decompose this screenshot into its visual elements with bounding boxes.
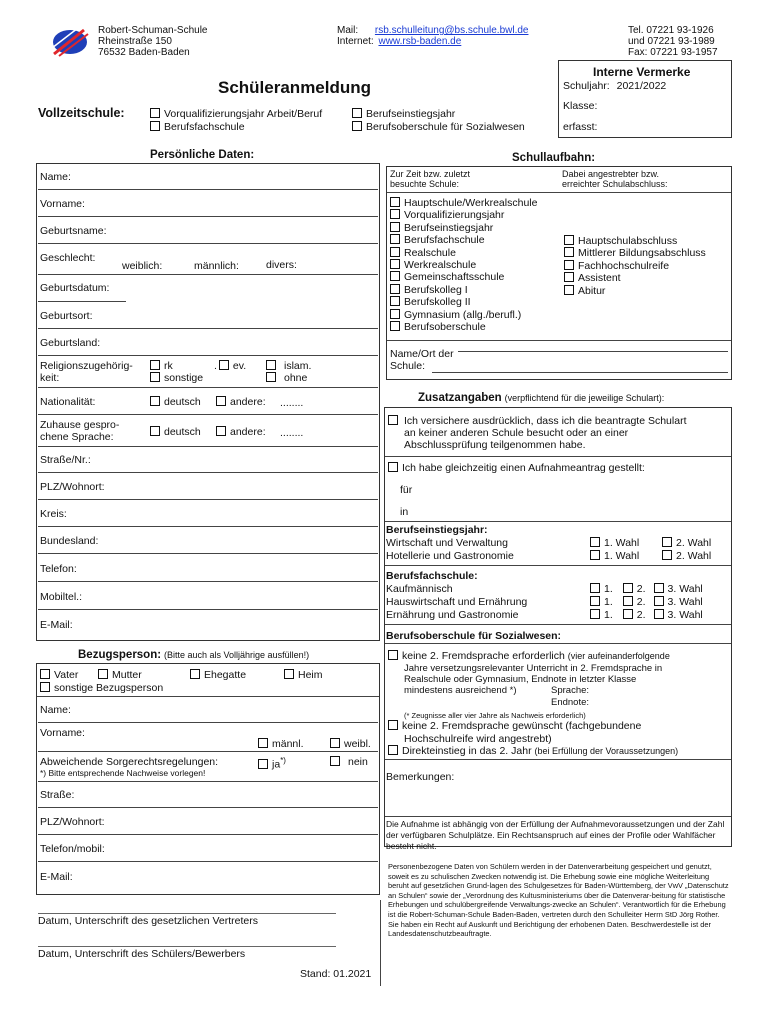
fs-none-detail-2: Realschule oder Gymnasium, Endnote in letzter Klasse xyxy=(404,674,637,685)
name-label: Name: xyxy=(40,171,71,183)
email-label: E-Mail: xyxy=(40,619,73,631)
direkt-hint: (bei Erfüllung der Voraussetzungen) xyxy=(534,746,679,756)
school-name: Robert-Schuman-Schule xyxy=(98,25,208,36)
versicherung-line-3: Abschlussprüfung teilgenommen habe. xyxy=(404,439,586,451)
spr-deutsch-checkbox[interactable] xyxy=(150,426,160,436)
school-option[interactable] xyxy=(390,234,537,246)
bfs-w3-checkbox[interactable] xyxy=(654,596,664,606)
bej-section-title: Berufseinstiegsjahr: xyxy=(386,524,488,536)
abschluss-checkbox[interactable] xyxy=(564,260,574,270)
sprache-label-1: Zuhause gespro- xyxy=(40,419,120,431)
bezug-strasse-label: Straße: xyxy=(40,789,75,801)
ohne-label: ohne xyxy=(284,372,308,384)
abschluss-label: Mittlerer Bildungsabschluss xyxy=(578,247,706,260)
bfs-label: Berufsfachschule xyxy=(164,121,245,133)
abschluss-label: Hauptschulabschluss xyxy=(578,235,678,247)
bej-option-1: Wirtschaft und Verwaltung xyxy=(386,537,508,549)
abschluss-checkbox[interactable] xyxy=(564,235,574,245)
school-checkbox[interactable] xyxy=(390,309,400,319)
divers-label: divers: xyxy=(266,259,297,271)
abschluss-option[interactable] xyxy=(564,260,706,272)
signature-vertreter-label: Datum, Unterschrift des gesetzlichen Vertreters xyxy=(38,915,259,927)
wahl-label: 2. Wahl xyxy=(676,537,712,549)
school-label: Gymnasium (allg./berufl.) xyxy=(404,308,522,321)
geburtsort-label: Geburtsort: xyxy=(40,310,93,322)
bezug-name-field[interactable] xyxy=(38,697,378,723)
internal-notes-box xyxy=(558,60,732,138)
bej2-w1-checkbox[interactable] xyxy=(590,550,600,560)
wahl-label: 3. Wahl xyxy=(667,596,703,608)
bezug-vorname-field[interactable] xyxy=(38,723,378,752)
strasse-label: Straße/Nr.: xyxy=(40,454,91,466)
school-label: Berufsoberschule xyxy=(404,321,486,334)
sprache-label: Sprache: xyxy=(551,685,590,696)
school-checkbox[interactable] xyxy=(390,271,400,281)
bezug-weibl-checkbox[interactable] xyxy=(330,738,340,748)
bfs-option-3: Ernährung und Gastronomie xyxy=(386,609,519,621)
nat-deutsch-label: deutsch xyxy=(164,396,201,408)
bezug-plz-label: PLZ/Wohnort: xyxy=(40,816,105,828)
vorname-label: Vorname: xyxy=(40,198,85,210)
fs-none-hint: (vier aufeinanderfolgende xyxy=(567,651,670,661)
school-option[interactable] xyxy=(390,296,537,308)
maennlich-label: männlich: xyxy=(194,260,239,272)
plz-label: PLZ/Wohnort: xyxy=(40,481,105,493)
rk-checkbox[interactable] xyxy=(150,360,160,370)
geburtsort-field[interactable] xyxy=(38,303,378,329)
school-label: Berufseinstiegsjahr xyxy=(404,221,494,234)
geschlecht-field xyxy=(38,245,378,275)
nameort-line xyxy=(458,351,728,352)
direkt-label: Direkteinstieg in das 2. Jahr xyxy=(402,745,532,757)
versicherung-checkbox[interactable] xyxy=(388,415,398,425)
bos-section-title: Berufsoberschule für Sozialwesen: xyxy=(386,630,562,642)
sorge-label: Abweichende Sorgerechtsregelungen: xyxy=(40,756,219,768)
weiblich-label: weiblich: xyxy=(122,260,163,272)
bej-label: Berufseinstiegsjahr xyxy=(366,108,456,120)
wahl-num: 1. xyxy=(604,609,613,621)
school-label: Vorqualifizierungsjahr xyxy=(404,209,505,222)
bos-label: Berufsoberschule für Sozialwesen xyxy=(366,121,525,133)
bej2-w2-checkbox[interactable] xyxy=(662,550,672,560)
wahl-label: 2. Wahl xyxy=(676,550,712,562)
sonstige-rel-checkbox[interactable] xyxy=(150,372,160,382)
versicherung-line-2: an keiner anderen Schule besucht oder an einer xyxy=(404,427,629,439)
bezug-email-field[interactable] xyxy=(38,864,378,890)
bfs-checkbox[interactable] xyxy=(150,121,160,131)
vater-label: Vater xyxy=(54,669,79,681)
website-link[interactable]: www.rsb-baden.de xyxy=(378,36,462,47)
religion-field: Religionszugehörig- keit: rk sonstige . ev. islam. ohne xyxy=(38,356,378,388)
bezug-telefon-label: Telefon/mobil: xyxy=(40,843,105,855)
fs-unwanted-label: keine 2. Fremdsprache gewünscht (fachgebundene xyxy=(402,720,642,732)
wahl-num: 2. xyxy=(636,609,646,621)
bezug-vorname-label: Vorname: xyxy=(40,727,85,739)
ev-label: ev. xyxy=(232,360,247,372)
ohne-checkbox[interactable] xyxy=(266,372,276,382)
personal-title: Persönliche Daten: xyxy=(150,149,255,161)
direkt-checkbox[interactable] xyxy=(388,745,398,755)
telefon-label: Telefon: xyxy=(40,563,77,575)
sorge-note: *) Bitte entsprechende Nachweise vorlegen! xyxy=(40,768,206,778)
nat-andere-dots: ........ xyxy=(280,397,304,409)
abschluss-label: Fachhochschulreife xyxy=(578,259,670,272)
wahl-label: 3. Wahl xyxy=(667,609,703,621)
bemerkungen-area[interactable] xyxy=(385,786,731,814)
geburtsdatum-field[interactable] xyxy=(38,275,378,301)
bfs-w2-checkbox[interactable] xyxy=(623,583,633,593)
fs-none-checkbox[interactable] xyxy=(388,650,398,660)
school-label: Berufskolleg II xyxy=(404,296,471,309)
fs-unwanted-detail: Hochschulreife wird angestrebt) xyxy=(404,733,552,745)
bemerkungen-label: Bemerkungen: xyxy=(386,771,455,783)
bezug-strasse-field[interactable] xyxy=(38,782,378,808)
school-checkbox[interactable] xyxy=(390,234,400,244)
spr-andere-label: andere: xyxy=(230,426,266,438)
stand-label: Stand: 01.2021 xyxy=(300,968,372,980)
signature-schueler-label: Datum, Unterschrift des Schülers/Bewerbers xyxy=(38,948,246,960)
fulltime-label: Vollzeitschule: xyxy=(38,106,125,120)
endnote-label: Endnote: xyxy=(551,697,590,708)
school-checkbox[interactable] xyxy=(390,222,400,232)
aufnahme-text: Die Aufnahme ist abhängig von der Erfüllung der Aufnahmevoraussetzungen und der Zahl der verfügbaren Schulplätze. Ein Rechtsanspruch auf eines der Profile oder Wahlfächer besteht nicht. xyxy=(386,819,725,851)
gleichzeitig-checkbox[interactable] xyxy=(388,462,398,472)
bej1-w2-checkbox[interactable] xyxy=(662,537,672,547)
plz-field[interactable] xyxy=(38,474,378,500)
bfs-w3-checkbox[interactable] xyxy=(654,609,664,619)
school-checkbox[interactable] xyxy=(390,321,400,331)
abschluss-checkbox[interactable] xyxy=(564,285,574,295)
abschluss-checkbox[interactable] xyxy=(564,247,574,257)
abschluss-option[interactable] xyxy=(564,285,706,297)
tel-2: und 07221 93-1989 xyxy=(628,36,715,47)
school-label: Berufskolleg I xyxy=(404,283,468,296)
mail-link[interactable]: rsb.schulleitung@bs.schule.bwl.de xyxy=(374,25,529,36)
mutter-label: Mutter xyxy=(112,669,142,681)
nationalitaet-field xyxy=(38,389,378,415)
school-label: Hauptschule/Werkrealschule xyxy=(404,197,538,209)
page-title: Schüleranmeldung xyxy=(218,78,372,97)
fs-none-detail-1: Jahre versetzungsrelevanter Unterricht in 2. Fremdsprache in xyxy=(404,663,663,674)
bezug-telefon-field[interactable] xyxy=(38,836,378,862)
bezug-maennl-checkbox[interactable] xyxy=(258,738,268,748)
bundesland-field[interactable] xyxy=(38,528,378,554)
school-logo xyxy=(50,26,90,58)
laufbahn-title: Schullaufbahn: xyxy=(512,152,596,164)
school-checkbox[interactable] xyxy=(390,209,400,219)
bezug-email-label: E-Mail: xyxy=(40,871,73,883)
sprache-label-2: chene Sprache: xyxy=(40,431,114,443)
spr-deutsch-label: deutsch xyxy=(164,426,201,438)
bfs-w1-checkbox[interactable] xyxy=(590,596,600,606)
klasse-label: Klasse: xyxy=(563,100,598,112)
abschluss-label: Assistent xyxy=(578,272,621,285)
laufbahn-col2-1: Dabei angestrebter bzw. xyxy=(562,169,660,179)
school-checkbox[interactable] xyxy=(390,247,400,257)
vqj-label: Vorqualifizierungsjahr Arbeit/Beruf xyxy=(164,108,323,120)
school-checkbox[interactable] xyxy=(390,259,400,269)
kreis-field[interactable] xyxy=(38,501,378,527)
strasse-field[interactable] xyxy=(38,447,378,473)
sorge-field xyxy=(38,752,378,782)
wahl-num: 1. xyxy=(604,583,613,595)
abschluss-label: Abitur xyxy=(578,284,606,297)
school-city: 76532 Baden-Baden xyxy=(98,47,190,58)
school-option[interactable] xyxy=(390,222,537,234)
sorge-ja-label: ja xyxy=(272,758,281,771)
school-option[interactable] xyxy=(390,284,537,296)
ev-checkbox[interactable] xyxy=(219,360,229,370)
nat-deutsch-checkbox[interactable] xyxy=(150,396,160,406)
gleichzeitig-label: Ich habe gleichzeitig einen Aufnahmeantrag gestellt: xyxy=(402,462,645,474)
tel-1: Tel. 07221 93-1926 xyxy=(628,25,714,36)
wahl-num: 2. xyxy=(636,583,646,595)
bezug-plz-field[interactable] xyxy=(38,809,378,835)
erfasst-label: erfasst: xyxy=(563,121,598,133)
spr-andere-dots: ........ xyxy=(280,427,304,439)
abschluss-option[interactable] xyxy=(564,235,706,247)
bezug-name-label: Name: xyxy=(40,704,71,716)
school-option[interactable] xyxy=(390,197,537,209)
nat-andere-checkbox[interactable] xyxy=(216,396,226,406)
sorge-ja-checkbox[interactable] xyxy=(258,759,268,769)
vqj-checkbox[interactable] xyxy=(150,108,160,118)
bezug-weibl-label: weibl. xyxy=(344,738,371,750)
fuer-label: für xyxy=(400,484,413,496)
school-label: Realschule xyxy=(404,246,456,259)
geschlecht-label: Geschlecht: xyxy=(40,252,96,264)
wahl-label: 3. Wahl xyxy=(667,583,703,595)
mutter-checkbox[interactable] xyxy=(98,669,108,679)
geburtsname-field[interactable] xyxy=(38,218,378,244)
bos-checkbox[interactable] xyxy=(352,121,362,131)
fs-none-label: keine 2. Fremdsprache erforderlich xyxy=(402,650,565,662)
fax: Fax: 07221 93-1957 xyxy=(628,47,718,58)
ehegatte-label: Ehegatte xyxy=(204,669,247,681)
bfs-w1-checkbox[interactable] xyxy=(590,583,600,593)
kreis-label: Kreis: xyxy=(40,508,67,520)
bfs-section-title: Berufsfachschule: xyxy=(386,570,478,582)
school-label: Berufsfachschule xyxy=(404,234,485,247)
school-option[interactable] xyxy=(390,247,537,259)
islam-label: islam. xyxy=(284,360,312,372)
rk-label: rk xyxy=(164,360,173,372)
sonstige-rel-label: sonstige xyxy=(164,372,204,384)
nat-andere-label: andere: xyxy=(230,396,266,408)
laufbahn-col1-2: besuchte Schule: xyxy=(390,179,460,189)
zeugnis-note: (* Zeugnisse aller vier Jahre als Nachweis erforderlich) xyxy=(404,711,586,720)
religion-label-2: keit: xyxy=(40,372,60,384)
datenschutz-text: Personenbezogene Daten von Schülern werden in der Datenverarbeitung gespeichert und genutzt, soweit es zu schulischen Zwecken notwendig ist. Die Erhebung sowie eine mögliche Weiterleitung beruht auf gesetzlichen Grund-lagen des Schulgesetzes für Baden-Württemberg, der VwV „Datenschutz an Schulen“ sowie der „Verordnung des Kultusministeriums über die Datenverar-beitung für statistische Erhebungen und schulübergreifende Verwaltungs-zwecke an Schulen“. Verantwortlich für die Erhebung ist die Robert-Schuman-Schule Baden-Baden, vertreten durch den Schulleiter Herrn StD Jörg Rother. Sie haben ein Recht auf Auskunft und Berichtigung der erhobenen Daten. Beschwerdestelle ist der Landesdatenschutzbeauftragte. xyxy=(388,862,729,939)
ehegatte-checkbox[interactable] xyxy=(190,669,200,679)
bfs-option-2: Hauswirtschaft und Ernährung xyxy=(386,596,528,608)
wahl-num: 1. xyxy=(604,596,613,608)
school-label: Gemeinschaftsschule xyxy=(404,271,505,284)
sorge-ja-sup: *) xyxy=(280,756,286,765)
abschluss-option[interactable] xyxy=(564,247,706,259)
laufbahn-col2-2: erreichter Schulabschluss: xyxy=(562,179,668,189)
bundesland-label: Bundesland: xyxy=(40,535,99,547)
geburtsland-field[interactable] xyxy=(38,330,378,356)
spr-andere-checkbox[interactable] xyxy=(216,426,226,436)
sorge-nein-checkbox[interactable] xyxy=(330,756,340,766)
bej1-w1-checkbox[interactable] xyxy=(590,537,600,547)
bfs-option-1: Kaufmännisch xyxy=(386,583,453,595)
name-field[interactable] xyxy=(38,164,378,190)
fs-unwanted-checkbox[interactable] xyxy=(388,720,398,730)
schuljahr-label: Schuljahr: xyxy=(563,80,610,92)
sonstige-bezug-label: sonstige Bezugsperson xyxy=(54,682,164,694)
vorname-field[interactable] xyxy=(38,191,378,217)
school-option[interactable] xyxy=(390,259,537,271)
zusatz-hint: (verpflichtend für die jeweilige Schulart): xyxy=(504,393,665,403)
school-option[interactable] xyxy=(390,271,537,283)
geburtsdatum-label: Geburtsdatum: xyxy=(40,282,110,294)
laufbahn-col1-1: Zur Zeit bzw. zuletzt xyxy=(390,169,471,179)
mobil-field[interactable] xyxy=(38,584,378,610)
bfs-w1-checkbox[interactable] xyxy=(590,609,600,619)
bezug-hint: (Bitte auch als Volljährige ausfüllen!) xyxy=(164,650,310,660)
in-label: in xyxy=(400,506,409,518)
school-checkbox[interactable] xyxy=(390,296,400,306)
vater-checkbox[interactable] xyxy=(40,669,50,679)
school-street: Rheinstraße 150 xyxy=(98,36,172,47)
wahl-label: 1. Wahl xyxy=(604,550,640,562)
geburtsland-label: Geburtsland: xyxy=(40,337,101,349)
zusatz-title: Zusatzangaben xyxy=(418,392,502,404)
internet-label: Internet: xyxy=(337,36,374,47)
internal-title: Interne Vermerke xyxy=(593,65,691,79)
heim-checkbox[interactable] xyxy=(284,669,294,679)
telefon-field[interactable] xyxy=(38,556,378,582)
schuljahr-value: 2021/2022 xyxy=(616,80,667,92)
abschluss-option[interactable] xyxy=(564,272,706,284)
bezug-maennl-label: männl. xyxy=(272,738,304,750)
bej-checkbox[interactable] xyxy=(352,108,362,118)
sorge-nein-label: nein xyxy=(348,756,368,768)
mobil-label: Mobiltel.: xyxy=(40,591,83,603)
school-checkbox[interactable] xyxy=(390,284,400,294)
sonstige-bezug-checkbox[interactable] xyxy=(40,682,50,692)
sprache-field xyxy=(38,415,378,447)
bej-option-2: Hotellerie und Gastronomie xyxy=(386,550,514,562)
school-option[interactable] xyxy=(390,309,537,321)
email-field[interactable] xyxy=(38,612,378,638)
geburtsname-label: Geburtsname: xyxy=(40,225,107,237)
bfs-w3-checkbox[interactable] xyxy=(654,583,664,593)
fs-none-detail-3: mindestens ausreichend *) xyxy=(404,685,517,696)
heim-label: Heim xyxy=(298,669,323,681)
school-option[interactable] xyxy=(390,321,537,333)
religion-label-1: Religionszugehörig- xyxy=(40,360,133,372)
wahl-label: 1. Wahl xyxy=(604,537,640,549)
wahl-num: 2. xyxy=(636,596,646,608)
school-label: Werkrealschule xyxy=(404,259,477,272)
mail-label: Mail: xyxy=(337,25,359,36)
school-checkbox[interactable] xyxy=(390,197,400,207)
versicherung-line-1: Ich versichere ausdrücklich, dass ich die beantragte Schulart xyxy=(404,415,687,427)
nameort-label-2: Schule: xyxy=(390,360,426,372)
nationalitaet-label: Nationalität: xyxy=(40,396,96,408)
bfs-w2-checkbox[interactable] xyxy=(623,609,633,619)
bfs-w2-checkbox[interactable] xyxy=(623,596,633,606)
bezug-title: Bezugsperson: xyxy=(78,649,162,661)
nameort-label-1: Name/Ort der xyxy=(390,348,454,360)
islam-checkbox[interactable] xyxy=(266,360,276,370)
school-option[interactable] xyxy=(390,209,537,221)
abschluss-checkbox[interactable] xyxy=(564,272,574,282)
